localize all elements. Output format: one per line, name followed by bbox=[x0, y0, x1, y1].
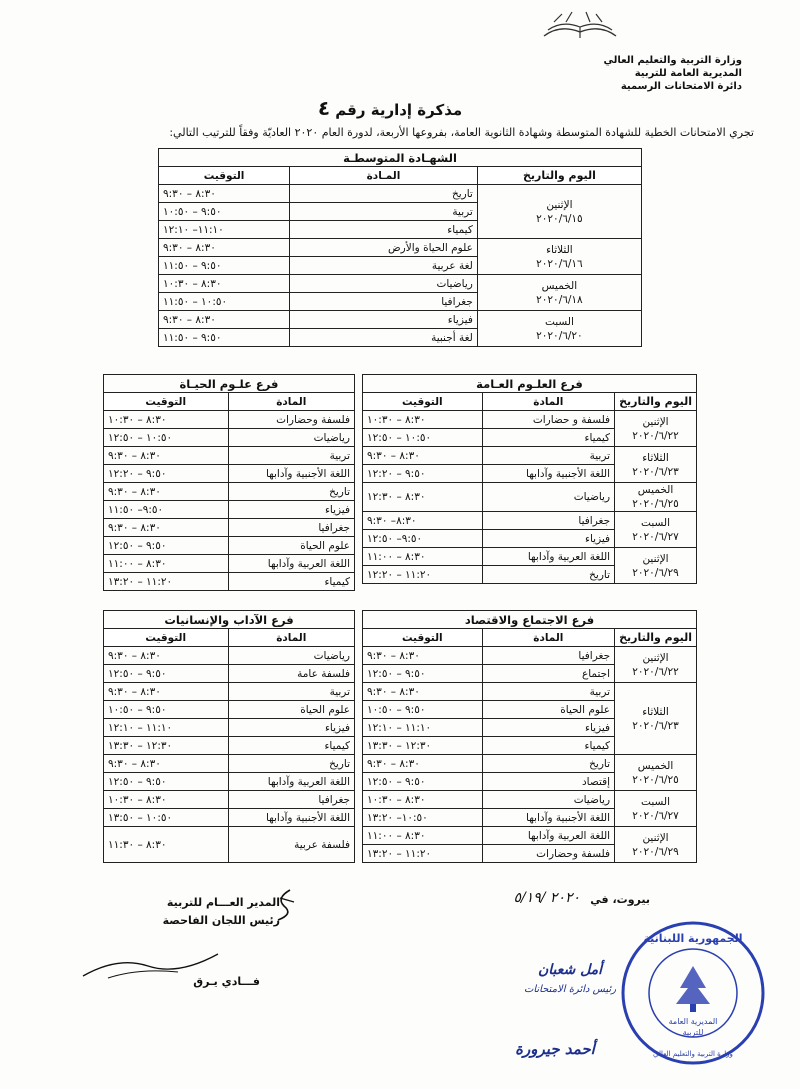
time-cell: ١١:٢٠ – ١٢:٢٠ bbox=[363, 566, 483, 584]
table-row bbox=[363, 512, 697, 530]
subject-cell: فيزياء bbox=[290, 311, 478, 329]
table-row bbox=[159, 311, 642, 329]
memo-title bbox=[290, 96, 490, 120]
day-date-cell bbox=[615, 791, 697, 827]
time-cell: ١١:١٠ – ١٢:١٠ bbox=[104, 719, 229, 737]
time-cell: ٨:٣٠ – ٩:٣٠ bbox=[363, 683, 483, 701]
subject-cell: فلسفة عامة bbox=[228, 665, 355, 683]
memo-number: ٤ bbox=[317, 96, 331, 120]
day-date-cell bbox=[615, 512, 697, 548]
time-cell: ٨:٣٠ – ٩:٣٠ bbox=[363, 447, 483, 465]
header-subject: المادة bbox=[482, 629, 614, 647]
table-row bbox=[363, 755, 697, 773]
subject-cell: لغة أجنبية bbox=[290, 329, 478, 347]
subject-cell: رياضيات bbox=[482, 483, 614, 512]
time-cell: ٩:٥٠ – ١٠:٥٠ bbox=[159, 203, 290, 221]
day-date-cell bbox=[615, 683, 697, 755]
time-cell: ٨:٣٠ – ٩:٣٠ bbox=[363, 755, 483, 773]
time-cell: ١١:١٠ – ١٢:١٠ bbox=[363, 719, 483, 737]
subject-cell: جغرافيا bbox=[228, 791, 355, 809]
header-time: التوقيت bbox=[104, 629, 229, 647]
department-name: دائرة الامتحانات الرسمية bbox=[620, 81, 742, 92]
subject-cell: كيمياء bbox=[228, 573, 355, 591]
subject-cell: تربية bbox=[482, 447, 614, 465]
table-row bbox=[104, 483, 355, 501]
time-cell: ٨:٣٠ – ٩:٣٠ bbox=[159, 311, 290, 329]
table-row bbox=[104, 647, 355, 665]
svg-text:وزارة التربية والتعليم العالي: وزارة التربية والتعليم العالي bbox=[653, 1050, 733, 1058]
time-cell: ٨:٣٠ – ١٢:٣٠ bbox=[363, 483, 483, 512]
humanities-table bbox=[103, 610, 355, 863]
table-row bbox=[104, 683, 355, 701]
day-date-cell bbox=[477, 185, 641, 239]
time-cell: ٩:٥٠ – ١١:٥٠ bbox=[159, 329, 290, 347]
header-subject: المـادة bbox=[290, 167, 478, 185]
subject-cell: اللغة العربية وآدابها bbox=[482, 548, 614, 566]
time-cell: ٩:٥٠ – ١٢:٥٠ bbox=[104, 537, 229, 555]
second-signature: أحمد جيرورة bbox=[515, 1040, 595, 1058]
header-time: التوقيت bbox=[104, 393, 229, 411]
exam-date: ٢٠٢٠/٦/٢٥ bbox=[632, 773, 679, 786]
day-name: الثلاثاء bbox=[642, 705, 669, 718]
subject-cell: رياضيات bbox=[290, 275, 478, 293]
header-day-date: اليوم والتاريخ bbox=[615, 629, 697, 647]
subject-cell: تربية bbox=[482, 683, 614, 701]
header-time: التوقيت bbox=[363, 393, 483, 411]
table-row bbox=[104, 809, 355, 827]
time-cell: ١٠:٥٠ – ١٢:٥٠ bbox=[363, 429, 483, 447]
table-row bbox=[104, 537, 355, 555]
header-time: التوقيت bbox=[363, 629, 483, 647]
table-row bbox=[363, 791, 697, 809]
time-cell: ٩:٥٠ – ١٢:٥٠ bbox=[104, 665, 229, 683]
day-date-cell bbox=[477, 311, 641, 347]
table-row bbox=[363, 827, 697, 845]
initial-signature bbox=[272, 888, 298, 922]
subject-cell: فيزياء bbox=[482, 719, 614, 737]
intro-paragraph: تجري الامتحانات الخطية للشهادة المتوسطة وشهادة الثانوية العامة، بفروعها الأربعة، لدورة العام ٢٠٢٠ العاديّة وفقاً للترتيب التالي: bbox=[169, 126, 754, 139]
day-date-cell bbox=[477, 275, 641, 311]
subject-cell: تاريخ bbox=[482, 755, 614, 773]
day-name: الإثنين bbox=[642, 552, 669, 565]
subject-cell: رياضيات bbox=[228, 429, 355, 447]
time-cell: ٩:٥٠ – ١٢:٥٠ bbox=[363, 773, 483, 791]
general-sciences-table bbox=[362, 374, 697, 584]
subject-cell: فلسفة و حضارات bbox=[482, 411, 614, 429]
subject-cell: اجتماع bbox=[482, 665, 614, 683]
day-name: الخميس bbox=[637, 759, 674, 772]
place-date-label: بيروت، في bbox=[590, 893, 650, 906]
svg-text:المديرية العامة: المديرية العامة bbox=[668, 1017, 718, 1026]
subject-cell: اللغة الأجنبية وآدابها bbox=[482, 465, 614, 483]
time-cell: ١٠:٥٠ – ١٢:٥٠ bbox=[104, 429, 229, 447]
table-row bbox=[104, 465, 355, 483]
subject-cell: جغرافيا bbox=[290, 293, 478, 311]
department-head-signature: أمل شعبان bbox=[537, 962, 603, 978]
table-row bbox=[104, 429, 355, 447]
table-row bbox=[104, 447, 355, 465]
exam-date: ٢٠٢٠/٦/٢٠ bbox=[536, 329, 583, 342]
subject-cell: تربية bbox=[228, 447, 355, 465]
table-row bbox=[363, 447, 697, 465]
header-day-date: اليوم والتاريخ bbox=[615, 393, 697, 411]
day-date-cell bbox=[615, 447, 697, 483]
time-cell: ٨:٣٠ – ٩:٣٠ bbox=[363, 647, 483, 665]
time-cell: ١٢:٣٠ – ١٣:٣٠ bbox=[104, 737, 229, 755]
day-name: السبت bbox=[641, 795, 671, 808]
subject-cell: اللغة الأجنبية وآدابها bbox=[228, 465, 355, 483]
day-date-cell bbox=[615, 548, 697, 584]
day-name: الخميس bbox=[637, 484, 674, 496]
subject-cell: جغرافيا bbox=[228, 519, 355, 537]
day-name: السبت bbox=[544, 315, 574, 328]
time-cell: ٨:٣٠ – ١١:٠٠ bbox=[363, 827, 483, 845]
exam-date: ٢٠٢٠/٦/١٨ bbox=[536, 293, 583, 306]
table-row bbox=[363, 483, 697, 512]
table-row bbox=[104, 573, 355, 591]
day-name: الإثنين bbox=[642, 831, 669, 844]
time-cell: ١٠:٥٠ – ١١:٥٠ bbox=[159, 293, 290, 311]
official-stamp bbox=[618, 918, 768, 1068]
subject-cell: تاريخ bbox=[228, 483, 355, 501]
subject-cell: علوم الحياة bbox=[228, 701, 355, 719]
director-title: المدير العـــام للتربية bbox=[166, 896, 280, 909]
time-cell: ٨:٣٠ – ٩:٣٠ bbox=[104, 647, 229, 665]
table-row bbox=[104, 519, 355, 537]
time-cell: ٨:٣٠ – ٩:٣٠ bbox=[159, 239, 290, 257]
exam-date: ٢٠٢٠/٦/٢٣ bbox=[632, 719, 679, 732]
time-cell: ١١:٢٠ – ١٣:٢٠ bbox=[104, 573, 229, 591]
day-name: الثلاثاء bbox=[546, 243, 573, 256]
table-row bbox=[159, 239, 642, 257]
time-cell: ١٠:٥٠ – ١٣:٥٠ bbox=[104, 809, 229, 827]
table-row bbox=[104, 755, 355, 773]
time-cell: ٨:٣٠ – ٩:٣٠ bbox=[159, 185, 290, 203]
table-row bbox=[104, 791, 355, 809]
table-row bbox=[104, 773, 355, 791]
subject-cell: كيمياء bbox=[482, 737, 614, 755]
subject-cell: تربية bbox=[228, 683, 355, 701]
subject-cell: تاريخ bbox=[482, 566, 614, 584]
time-cell: ١٢:٣٠ – ١٣:٣٠ bbox=[363, 737, 483, 755]
time-cell: ٩:٥٠ – ١٢:٢٠ bbox=[363, 465, 483, 483]
day-date-cell bbox=[615, 411, 697, 447]
subject-cell: فلسفة عربية bbox=[228, 827, 355, 863]
life-sciences-table bbox=[103, 374, 355, 591]
table-row bbox=[159, 275, 642, 293]
time-cell: ٨:٣٠ – ١٠:٣٠ bbox=[104, 411, 229, 429]
department-head-title: رئيس دائرة الامتحانات bbox=[523, 984, 617, 995]
director-name: فـــادي يـرق bbox=[193, 975, 260, 988]
table-row bbox=[363, 411, 697, 429]
subject-cell: فيزياء bbox=[482, 530, 614, 548]
time-cell: ٩:٥٠– ١٢:٥٠ bbox=[363, 530, 483, 548]
day-name: الإثنين bbox=[546, 198, 573, 211]
time-cell: ٩:٥٠ – ١١:٥٠ bbox=[159, 257, 290, 275]
table-caption: فرع العلـوم العـامة bbox=[363, 375, 697, 393]
subject-cell: اللغة العربية وآدابها bbox=[228, 555, 355, 573]
day-name: الثلاثاء bbox=[642, 451, 669, 464]
time-cell: ٨:٣٠ – ١١:٠٠ bbox=[104, 555, 229, 573]
time-cell: ١٠:٥٠– ١٣:٢٠ bbox=[363, 809, 483, 827]
table-row bbox=[104, 719, 355, 737]
time-cell: ٨:٣٠ – ١٠:٣٠ bbox=[363, 791, 483, 809]
time-cell: ٨:٣٠ – ١٠:٣٠ bbox=[104, 791, 229, 809]
time-cell: ٨:٣٠ – ٩:٣٠ bbox=[104, 447, 229, 465]
subject-cell: اللغة الأجنبية وآدابها bbox=[482, 809, 614, 827]
header-time: التوقيت bbox=[159, 167, 290, 185]
table-row bbox=[104, 701, 355, 719]
time-cell: ٩:٥٠ – ١٢:٥٠ bbox=[363, 665, 483, 683]
table-row bbox=[363, 647, 697, 665]
subject-cell: جغرافيا bbox=[482, 512, 614, 530]
subject-cell: تربية bbox=[290, 203, 478, 221]
svg-text:الجمهورية اللبنانية: الجمهورية اللبنانية bbox=[643, 932, 743, 945]
time-cell: ٩:٥٠ – ١٠:٥٠ bbox=[104, 701, 229, 719]
subject-cell: تاريخ bbox=[290, 185, 478, 203]
time-cell: ٩:٥٠ – ١٢:٥٠ bbox=[104, 773, 229, 791]
table-caption: فرع الاجتماع والاقتصاد bbox=[363, 611, 697, 629]
directorate-name: المديرية العامة للتربية bbox=[634, 68, 742, 79]
time-cell: ٨:٣٠ – ١٠:٣٠ bbox=[159, 275, 290, 293]
time-cell: ٨:٣٠ – ٩:٣٠ bbox=[104, 519, 229, 537]
table-row bbox=[104, 411, 355, 429]
day-date-cell bbox=[615, 827, 697, 863]
exam-date: ٢٠٢٠/٦/٢٢ bbox=[632, 665, 679, 678]
time-cell: ٨:٣٠– ٩:٣٠ bbox=[363, 512, 483, 530]
handwritten-date: ٢٠٢٠ /٥/١٩ bbox=[513, 890, 580, 906]
day-name: الخميس bbox=[541, 279, 578, 292]
day-name: الإثنين bbox=[642, 415, 669, 428]
time-cell: ٩:٥٠ – ١٢:٢٠ bbox=[104, 465, 229, 483]
time-cell: ٨:٣٠ – ٩:٣٠ bbox=[104, 755, 229, 773]
exam-date: ٢٠٢٠/٦/١٥ bbox=[536, 212, 583, 225]
subject-cell: كيمياء bbox=[482, 429, 614, 447]
time-cell: ٨:٣٠ – ٩:٣٠ bbox=[104, 683, 229, 701]
header-subject: المادة bbox=[228, 393, 355, 411]
subject-cell: علوم الحياة bbox=[228, 537, 355, 555]
day-name: السبت bbox=[641, 516, 671, 529]
day-date-cell bbox=[477, 239, 641, 275]
header-day-date: اليوم والتاريخ bbox=[477, 167, 641, 185]
subject-cell: علوم الحياة والأرض bbox=[290, 239, 478, 257]
subject-cell: اللغة الأجنبية وآدابها bbox=[228, 809, 355, 827]
subject-cell: لغة عربية bbox=[290, 257, 478, 275]
sociology-economics-table bbox=[362, 610, 697, 863]
table-caption: فرع علـوم الحيـاة bbox=[104, 375, 355, 393]
time-cell: ٨:٣٠ – ١١:٣٠ bbox=[104, 827, 229, 863]
subject-cell: فيزياء bbox=[228, 501, 355, 519]
exam-date: ٢٠٢٠/٦/٢٧ bbox=[632, 809, 679, 822]
committee-title: رئيس اللجان الفاحصة bbox=[162, 914, 280, 927]
table-row bbox=[104, 665, 355, 683]
subject-cell: رياضيات bbox=[228, 647, 355, 665]
subject-cell: اللغة العربية وآدابها bbox=[482, 827, 614, 845]
exam-date: ٢٠٢٠/٦/٢٩ bbox=[632, 845, 679, 858]
time-cell: ١١:٢٠ – ١٣:٢٠ bbox=[363, 845, 483, 863]
subject-cell: فلسفة وحضارات bbox=[228, 411, 355, 429]
subject-cell: رياضيات bbox=[482, 791, 614, 809]
day-name: الإثنين bbox=[642, 651, 669, 664]
exam-date: ٢٠٢٠/٦/٢٢ bbox=[632, 429, 679, 442]
exam-date: ٢٠٢٠/٦/٢٧ bbox=[632, 530, 679, 543]
table-row bbox=[104, 501, 355, 519]
exam-date: ٢٠٢٠/٦/٢٥ bbox=[632, 498, 679, 510]
time-cell: ١١:١٠– ١٢:١٠ bbox=[159, 221, 290, 239]
subject-cell: اللغة العربية وآدابها bbox=[228, 773, 355, 791]
table-row bbox=[104, 555, 355, 573]
subject-cell: إقتصاد bbox=[482, 773, 614, 791]
time-cell: ٩:٥٠– ١١:٥٠ bbox=[104, 501, 229, 519]
ministry-header bbox=[502, 54, 742, 93]
subject-cell: علوم الحياة bbox=[482, 701, 614, 719]
memo-title-text: مذكرة إدارية رقم bbox=[335, 101, 463, 119]
header-subject: المادة bbox=[228, 629, 355, 647]
table-caption: فرع الآداب والإنسانيات bbox=[104, 611, 355, 629]
subject-cell: جغرافيا bbox=[482, 647, 614, 665]
table-row bbox=[363, 548, 697, 566]
table-row bbox=[104, 737, 355, 755]
subject-cell: كيمياء bbox=[228, 737, 355, 755]
table-row bbox=[159, 185, 642, 203]
exam-date: ٢٠٢٠/٦/٢٩ bbox=[632, 566, 679, 579]
table-caption: الشهـادة المتوسطـة bbox=[159, 149, 642, 167]
subject-cell: تاريخ bbox=[228, 755, 355, 773]
day-date-cell bbox=[615, 647, 697, 683]
table-row bbox=[104, 827, 355, 863]
day-date-cell bbox=[615, 755, 697, 791]
time-cell: ٨:٣٠ – ٩:٣٠ bbox=[104, 483, 229, 501]
subject-cell: فلسفة وحضارات bbox=[482, 845, 614, 863]
time-cell: ٨:٣٠ – ١٠:٣٠ bbox=[363, 411, 483, 429]
open-book-icon bbox=[540, 10, 620, 44]
intermediate-schedule-table bbox=[158, 148, 642, 347]
day-date-cell bbox=[615, 483, 697, 512]
svg-text:للتربية: للتربية bbox=[682, 1028, 704, 1037]
ministry-name: وزارة التربية والتعليم العالي bbox=[603, 55, 742, 66]
exam-date: ٢٠٢٠/٦/١٦ bbox=[536, 257, 583, 270]
subject-cell: كيمياء bbox=[290, 221, 478, 239]
time-cell: ٩:٥٠ – ١٠:٥٠ bbox=[363, 701, 483, 719]
time-cell: ٨:٣٠ – ١١:٠٠ bbox=[363, 548, 483, 566]
table-row bbox=[363, 683, 697, 701]
header-subject: المادة bbox=[482, 393, 614, 411]
subject-cell: فيزياء bbox=[228, 719, 355, 737]
exam-date: ٢٠٢٠/٦/٢٣ bbox=[632, 465, 679, 478]
